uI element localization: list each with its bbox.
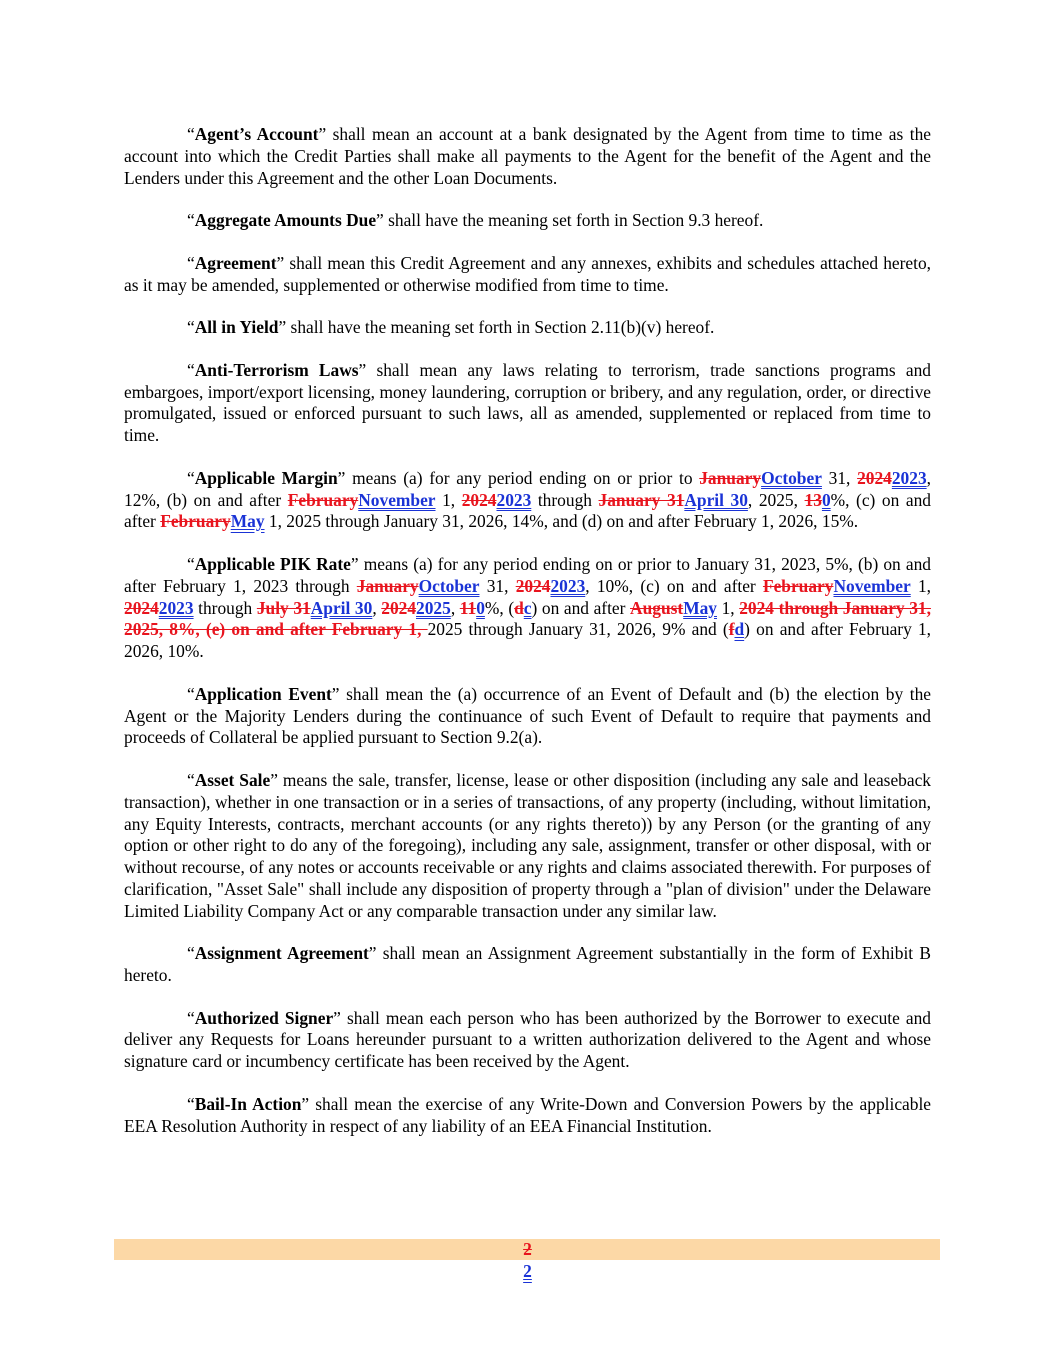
inserted-text: 0 — [821, 489, 831, 510]
definition-text: %, (c) on and after — [124, 489, 931, 532]
definition-text: ” shall mean the (a) occurrence of an Event of Default and (b) the election by the Agent or the Majority Lenders during the continuance of such Event of Default to require that payments and proceeds of Collateral be applied pursuant to Section 9.2(a). — [124, 683, 931, 748]
deleted-text: February — [160, 511, 231, 532]
deleted-text: d — [514, 597, 524, 618]
definition-text: , 10%, (c) on and after — [585, 575, 763, 596]
definition-text: ” shall mean each person who has been authorized by the Borrower to execute and deliver any Requests for Loans hereunder pursuant to a written authorization delivered to the Agent and whose signature card or incumbency certificate has been received by the Agent. — [124, 1007, 931, 1072]
deleted-text: 2024 — [461, 489, 497, 510]
defined-term: Application Event — [194, 683, 332, 704]
definition-text: , 12%, (b) on and after — [124, 467, 931, 510]
inserted-text: c — [523, 597, 532, 618]
defined-term: Asset Sale — [194, 769, 271, 790]
definition-text: 1, — [910, 575, 932, 596]
deleted-text: January 31 — [598, 489, 685, 510]
definition-text: 1, — [717, 597, 740, 618]
definition-applicable-pik-rate: “Applicable PIK Rate” means (a) for any period ending on or prior to January 31, 2023, 5%, (b) on and after February 1, 2023 through JanuaryOctober 31, 20242023, 10%, (c) on and after FebruaryNovember 1, 20242023 through July 31April 30, 20242025, 110%, (dc) on and after AugustMay 1, 2024 through January 31, 2025, 8%, (e) on and after February 1, 2025 through January 31, 2026, 9% and (fd) on and after February 1, 2026, 10%. — [124, 553, 932, 662]
definition-text: %, ( — [484, 597, 515, 618]
defined-term: Agreement — [194, 252, 277, 273]
definition-anti-terrorism-laws: “Anti-Terrorism Laws” shall mean any laws relating to terrorism, trade sanctions programs and embargoes, import/export licensing, money laundering, corruption or bribery, and any regulation, order, or directive promulgated, issued or enforced pursuant to such laws, all as amended, supplemented or replaced from time to time. — [124, 359, 931, 446]
inserted-text: 2023 — [891, 467, 927, 488]
defined-term: Anti-Terrorism Laws — [194, 359, 359, 380]
document-page — [124, 124, 931, 1158]
definition-application-event: “Application Event” shall mean the (a) occurrence of an Event of Default and (b) the election by the Agent or the Majority Lenders during the continuance of such Event of Default to require that payments and proceeds of Collateral be applied pursuant to Section 9.2(a). — [124, 683, 931, 748]
inserted-text: November — [358, 489, 436, 510]
deleted-text: 13 — [804, 489, 822, 510]
deleted-text: f — [728, 619, 735, 640]
deleted-text: August — [630, 597, 684, 618]
definition-applicable-margin: “Applicable Margin” means (a) for any period ending on or prior to JanuaryOctober 31, 20242023, 12%, (b) on and after FebruaryNovember 1, 20242023 through January 31April 30, 2025, 130%, (c) on and after FebruaryMay 1, 2025 through January 31, 2026, 14%, and (d) on and after February 1, 2026, 15%. — [124, 467, 931, 532]
definition-text: ) on and after — [531, 597, 631, 618]
inserted-text: October — [418, 575, 480, 596]
inserted-text: d — [734, 619, 745, 640]
definition-assignment-agreement: “Assignment Agreement” shall mean an Assignment Agreement substantially in the form of Exhibit B hereto. — [124, 943, 931, 986]
inserted-text: 2023 — [550, 575, 586, 596]
definition-text: 1, — [435, 489, 462, 510]
defined-term: Agent’s Account — [194, 124, 319, 144]
deleted-text: January — [699, 467, 762, 488]
inserted-text: April 30 — [310, 597, 373, 618]
definition-authorized-signer: “Authorized Signer” shall mean each person who has been authorized by the Borrower to execute and deliver any Requests for Loans hereunder pursuant to a written authorization delivered to the Agent and whose signature card or incumbency certificate has been received by the Agent. — [124, 1007, 931, 1072]
inserted-text: 2023 — [158, 597, 194, 618]
definition-text: , — [450, 597, 460, 618]
inserted-text: May — [683, 597, 717, 618]
inserted-text: November — [833, 575, 911, 596]
definition-text: ” shall have the meaning set forth in Section 2.11(b)(v) hereof. — [278, 317, 715, 338]
definition-text: ” shall mean an account at a bank designated by the Agent from time to time as the account into which the Credit Parties shall make all payments to the Agent for the benefit of the Agent and the Lenders under this Agreement and the other Loan Documents. — [124, 124, 931, 188]
defined-term: Assignment Agreement — [194, 943, 369, 964]
page-number-inserted: 2 — [523, 1261, 532, 1281]
page-number-deleted: 2 — [523, 1239, 532, 1259]
deleted-text: 2024 — [515, 575, 551, 596]
definition-bail-in-action: “Bail-In Action” shall mean the exercise of any Write-Down and Conversion Powers by the applicable EEA Resolution Authority in respect of any liability of an EEA Financial Institution. — [124, 1093, 931, 1136]
deleted-text: 2024 — [381, 597, 417, 618]
definition-agreement: “Agreement” shall mean this Credit Agreement and any annexes, exhibits and schedules attached hereto, as it may be amended, supplemented or otherwise modified from time to time. — [124, 252, 931, 295]
definition-text: , — [372, 597, 382, 618]
definition-text: ” means (a) for any period ending on or prior to — [337, 467, 700, 488]
definition-text: ” shall mean an Assignment Agreement substantially in the form of Exhibit B hereto. — [124, 943, 931, 986]
defined-term: Aggregate Amounts Due — [194, 210, 377, 231]
deleted-text: 2024 — [857, 467, 892, 488]
defined-term: Bail-In Action — [194, 1093, 302, 1114]
inserted-text: 2023 — [496, 489, 532, 510]
deleted-text: February — [287, 489, 359, 510]
inserted-text: April 30 — [684, 489, 748, 510]
definition-text: ” means the sale, transfer, license, lease or other disposition (including any sale and leaseback transaction), whether in one transaction or in a series of transactions, of any property (including, without limitation, any Equity Interests, contracts, merchant accounts (or any rights thereto)) by any Person (or the granting of any option or other right to do any of the foregoing), including any sale, assignment, transfer or other disposal, with or without recourse, of any notes or accounts receivable or any rights and claims associated therewith. For purposes of clarification, "Asset Sale" shall include any disposition of property through a "plan of division" under the Delaware Limited Liability Company Act or any comparable transaction under any similar law. — [124, 769, 931, 921]
definition-text: ) on and after February 1, 2026, 10%. — [124, 619, 931, 662]
deleted-text: July 31 — [256, 597, 311, 618]
definition-text: through — [531, 489, 599, 510]
inserted-text: 0 — [476, 597, 485, 618]
definition-text: ” shall mean any laws relating to terrorism, trade sanctions programs and embargoes, import/export licensing, money laundering, corruption or bribery, and any regulation, order, or directive promulgated, issued or enforced pursuant to such laws, all as amended, supplemented or replaced from time to time. — [124, 359, 931, 446]
deleted-text: 11 — [459, 597, 477, 618]
definition-text: 31, — [479, 575, 516, 596]
inserted-text: May — [230, 511, 265, 532]
definition-all-in-yield: “All in Yield” shall have the meaning set forth in Section 2.11(b)(v) hereof. — [187, 317, 715, 338]
deleted-text: 2024 through January 31, 2025, 8%, (e) on and after February 1, — [124, 597, 931, 640]
definition-aggregate-amounts-due: “Aggregate Amounts Due” shall have the meaning set forth in Section 9.3 hereof. — [187, 210, 764, 231]
definition-text: ” shall mean this Credit Agreement and any annexes, exhibits and schedules attached hereto, as it may be amended, supplemented or otherwise modified from time to time. — [124, 252, 931, 295]
inserted-text: October — [761, 467, 822, 488]
defined-term: All in Yield — [194, 317, 279, 338]
definition-text: through — [193, 597, 257, 618]
defined-term: Applicable PIK Rate — [194, 553, 351, 574]
definition-text: ” shall have the meaning set forth in Section 9.3 hereof. — [376, 210, 764, 231]
deleted-text: February — [762, 575, 834, 596]
inserted-text: 2025 — [416, 597, 451, 618]
defined-term: Applicable Margin — [194, 467, 338, 488]
definition-text: 1, 2025 through January 31, 2026, 14%, and (d) on and after February 1, 2026, 15%. — [264, 511, 859, 532]
definition-text: 31, — [821, 467, 858, 488]
definition-agents-account: “Agent’s Account” shall mean an account at a bank designated by the Agent from time to time as the account into which the Credit Parties shall make all payments to the Agent for the benefit of the Agent and the Lenders under this Agreement and the other Loan Documents. — [124, 124, 931, 188]
definition-asset-sale: “Asset Sale” means the sale, transfer, license, lease or other disposition (including any sale and leaseback transaction), whether in one transaction or in a series of transactions, of any property (including, without limitation, any Equity Interests, contracts, merchant accounts (or any rights thereto)) by any Person (or the granting of any option or other right to do any of the foregoing), including any sale, assignment, transfer or other disposal, with or without recourse, of any notes or accounts receivable or any rights and claims associated therewith. For purposes of clarification, "Asset Sale" shall include any disposition of property through a "plan of division" under the Delaware Limited Liability Company Act or any comparable transaction under any similar law. — [124, 769, 931, 921]
definition-text: , 2025, — [747, 489, 805, 510]
definition-text: ” shall mean the exercise of any Write-Down and Conversion Powers by the applicable EEA Resolution Authority in respect of any liability of an EEA Financial Institution. — [124, 1093, 931, 1136]
definition-text: 2025 through January 31, 2026, 9% and ( — [427, 619, 729, 640]
deleted-text: January — [356, 575, 419, 596]
defined-term: Authorized Signer — [194, 1007, 334, 1028]
definition-text: ” means (a) for any period ending on or prior to January 31, 2023, 5%, (b) on and after February 1, 2023 through — [124, 553, 931, 596]
deleted-text: 2024 — [124, 597, 159, 618]
